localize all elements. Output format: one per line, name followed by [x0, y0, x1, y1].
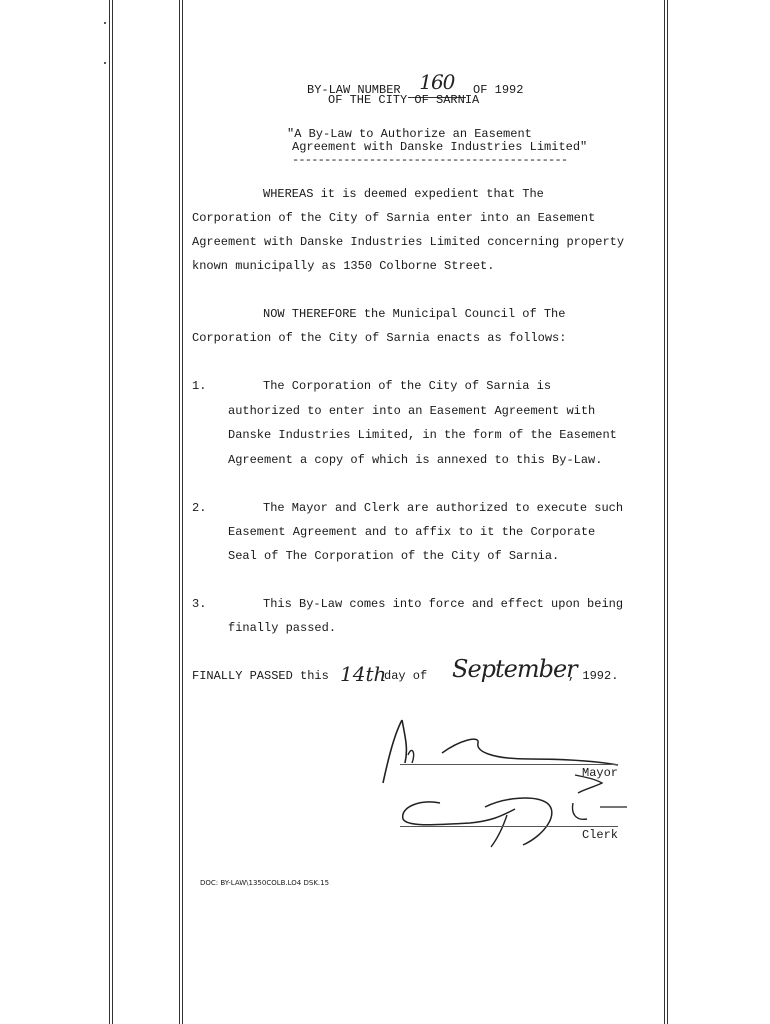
bylaw-number-handwritten: 160 — [408, 79, 466, 98]
mayor-signature — [380, 715, 630, 795]
left-margin-line-outer — [109, 0, 110, 1024]
clause-2-number: 2. — [192, 501, 207, 515]
finally-passed-year: , 1992. — [568, 669, 619, 683]
bylaw-prefix: BY-LAW NUMBER — [307, 83, 401, 97]
left-margin-line-2 — [179, 0, 180, 1024]
clerk-label: Clerk — [582, 828, 619, 842]
clause-3-line-1: This By-Law comes into force and effect upon being — [263, 597, 624, 611]
title-line-2: Agreement with Danske Industries Limited" — [292, 140, 588, 154]
clause-1-number: 1. — [192, 379, 207, 393]
now-therefore-line-1: NOW THEREFORE the Municipal Council of The — [263, 307, 566, 321]
finally-passed-prefix: FINALLY PASSED this — [192, 669, 329, 683]
clerk-signature — [395, 795, 635, 855]
clause-1-line-1: The Corporation of the City of Sarnia is — [263, 379, 552, 393]
clerk-signature-line — [400, 826, 618, 827]
clause-1-line-4: Agreement a copy of which is annexed to this By-Law. — [228, 453, 603, 467]
left-margin-line-3 — [182, 0, 183, 1024]
whereas-line-4: known municipally as 1350 Colborne Street. — [192, 259, 495, 273]
title-rule: ------------------------------------------- — [292, 153, 568, 167]
bylaw-year: OF 1992 — [473, 83, 524, 97]
finally-passed-month-handwritten: September — [452, 655, 577, 683]
finally-passed-day-handwritten: 14th — [340, 662, 387, 686]
whereas-line-2: Corporation of the City of Sarnia enter into an Easement — [192, 211, 596, 225]
clause-1-line-3: Danske Industries Limited, in the form of the Easement — [228, 428, 617, 442]
scan-speck — [104, 62, 106, 64]
clause-2-line-1: The Mayor and Clerk are authorized to execute such — [263, 501, 624, 515]
document-reference: DOC: BY-LAW\1350COLB.LO4 DSK.15 — [200, 879, 330, 887]
right-margin-line-2 — [667, 0, 668, 1024]
scan-speck — [104, 22, 106, 24]
mayor-label: Mayor — [582, 766, 619, 780]
title-line-1: "A By-Law to Authorize an Easement — [287, 127, 532, 141]
clause-2-line-3: Seal of The Corporation of the City of Sarnia. — [228, 549, 560, 563]
left-margin-line-inner — [112, 0, 113, 1024]
finally-passed-day-of: day of — [384, 669, 428, 683]
clause-1-line-2: authorized to enter into an Easement Agreement with — [228, 404, 596, 418]
whereas-line-3: Agreement with Danske Industries Limited concerning property — [192, 235, 625, 249]
whereas-line-1: WHEREAS it is deemed expedient that The — [263, 187, 544, 201]
right-margin-line — [664, 0, 665, 1024]
mayor-signature-line — [400, 764, 618, 765]
clause-3-line-2: finally passed. — [228, 621, 337, 635]
now-therefore-line-2: Corporation of the City of Sarnia enacts as follows: — [192, 331, 567, 345]
city-line: OF THE CITY OF SARNIA — [328, 93, 480, 107]
clause-2-line-2: Easement Agreement and to affix to it the Corporate — [228, 525, 596, 539]
clause-3-number: 3. — [192, 597, 207, 611]
